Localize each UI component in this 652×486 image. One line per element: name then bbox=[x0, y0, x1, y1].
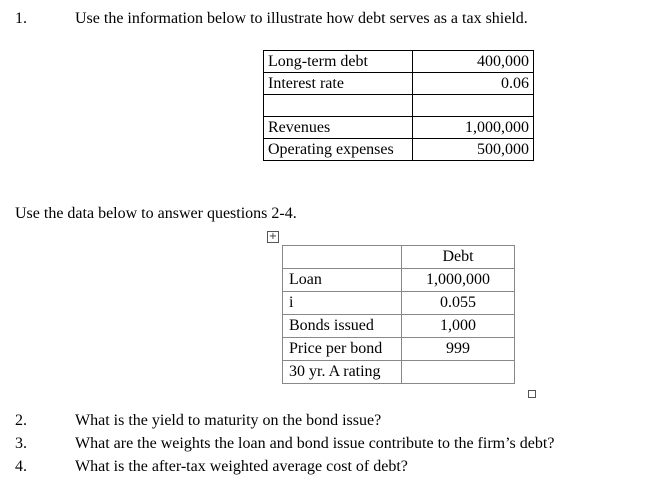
question-3-text: What are the weights the loan and bond issue contribute to the firm’s debt? bbox=[75, 435, 555, 452]
table-row bbox=[283, 338, 515, 361]
table-row bbox=[283, 292, 515, 315]
table-row bbox=[264, 139, 534, 161]
question-3-number: 3. bbox=[15, 435, 27, 452]
table-header-cell: Debt bbox=[402, 246, 515, 269]
table-cell-value bbox=[413, 95, 534, 117]
table-cell-value: 1,000 bbox=[402, 315, 515, 338]
table-cell-value: 500,000 bbox=[413, 139, 534, 161]
table-cell-value bbox=[402, 361, 515, 384]
section-intro: Use the data below to answer questions 2-4. bbox=[15, 205, 297, 222]
table-row bbox=[264, 95, 534, 117]
table-cell-value: 999 bbox=[402, 338, 515, 361]
question-2-text: What is the yield to maturity on the bond issue? bbox=[75, 412, 382, 429]
table-cell-label: Bonds issued bbox=[283, 315, 402, 338]
table-cell-label bbox=[264, 95, 413, 117]
table-cell-label: Revenues bbox=[264, 117, 413, 139]
question-1-number: 1. bbox=[15, 10, 27, 27]
table-cell-label: i bbox=[283, 292, 402, 315]
table-cell-label: 30 yr. A rating bbox=[283, 361, 402, 384]
table-move-handle-icon[interactable]: + bbox=[268, 231, 278, 242]
table-resize-handle-icon[interactable] bbox=[528, 390, 536, 398]
table-row bbox=[283, 269, 515, 292]
table-row bbox=[283, 361, 515, 384]
question-4-number: 4. bbox=[15, 458, 27, 475]
question-1-text: Use the information below to illustrate how debt serves as a tax shield. bbox=[75, 10, 528, 27]
tax-shield-table bbox=[263, 50, 534, 161]
table-cell-label: Price per bond bbox=[283, 338, 402, 361]
table-cell-label: Interest rate bbox=[264, 73, 413, 95]
table-row bbox=[283, 315, 515, 338]
table-cell-value: 400,000 bbox=[413, 51, 534, 73]
table-cell-label: Long-term debt bbox=[264, 51, 413, 73]
table-cell-value: 0.06 bbox=[413, 73, 534, 95]
debt-data-table bbox=[282, 245, 515, 384]
table-row bbox=[264, 117, 534, 139]
table-row bbox=[264, 51, 534, 73]
table-header-row bbox=[283, 246, 515, 269]
table-row bbox=[264, 73, 534, 95]
table-cell-label: Operating expenses bbox=[264, 139, 413, 161]
table-cell-value: 1,000,000 bbox=[402, 269, 515, 292]
question-4-text: What is the after-tax weighted average cost of debt? bbox=[75, 458, 408, 475]
question-2-number: 2. bbox=[15, 412, 27, 429]
table-header-cell bbox=[283, 246, 402, 269]
table-cell-value: 0.055 bbox=[402, 292, 515, 315]
table-cell-label: Loan bbox=[283, 269, 402, 292]
table-cell-value: 1,000,000 bbox=[413, 117, 534, 139]
